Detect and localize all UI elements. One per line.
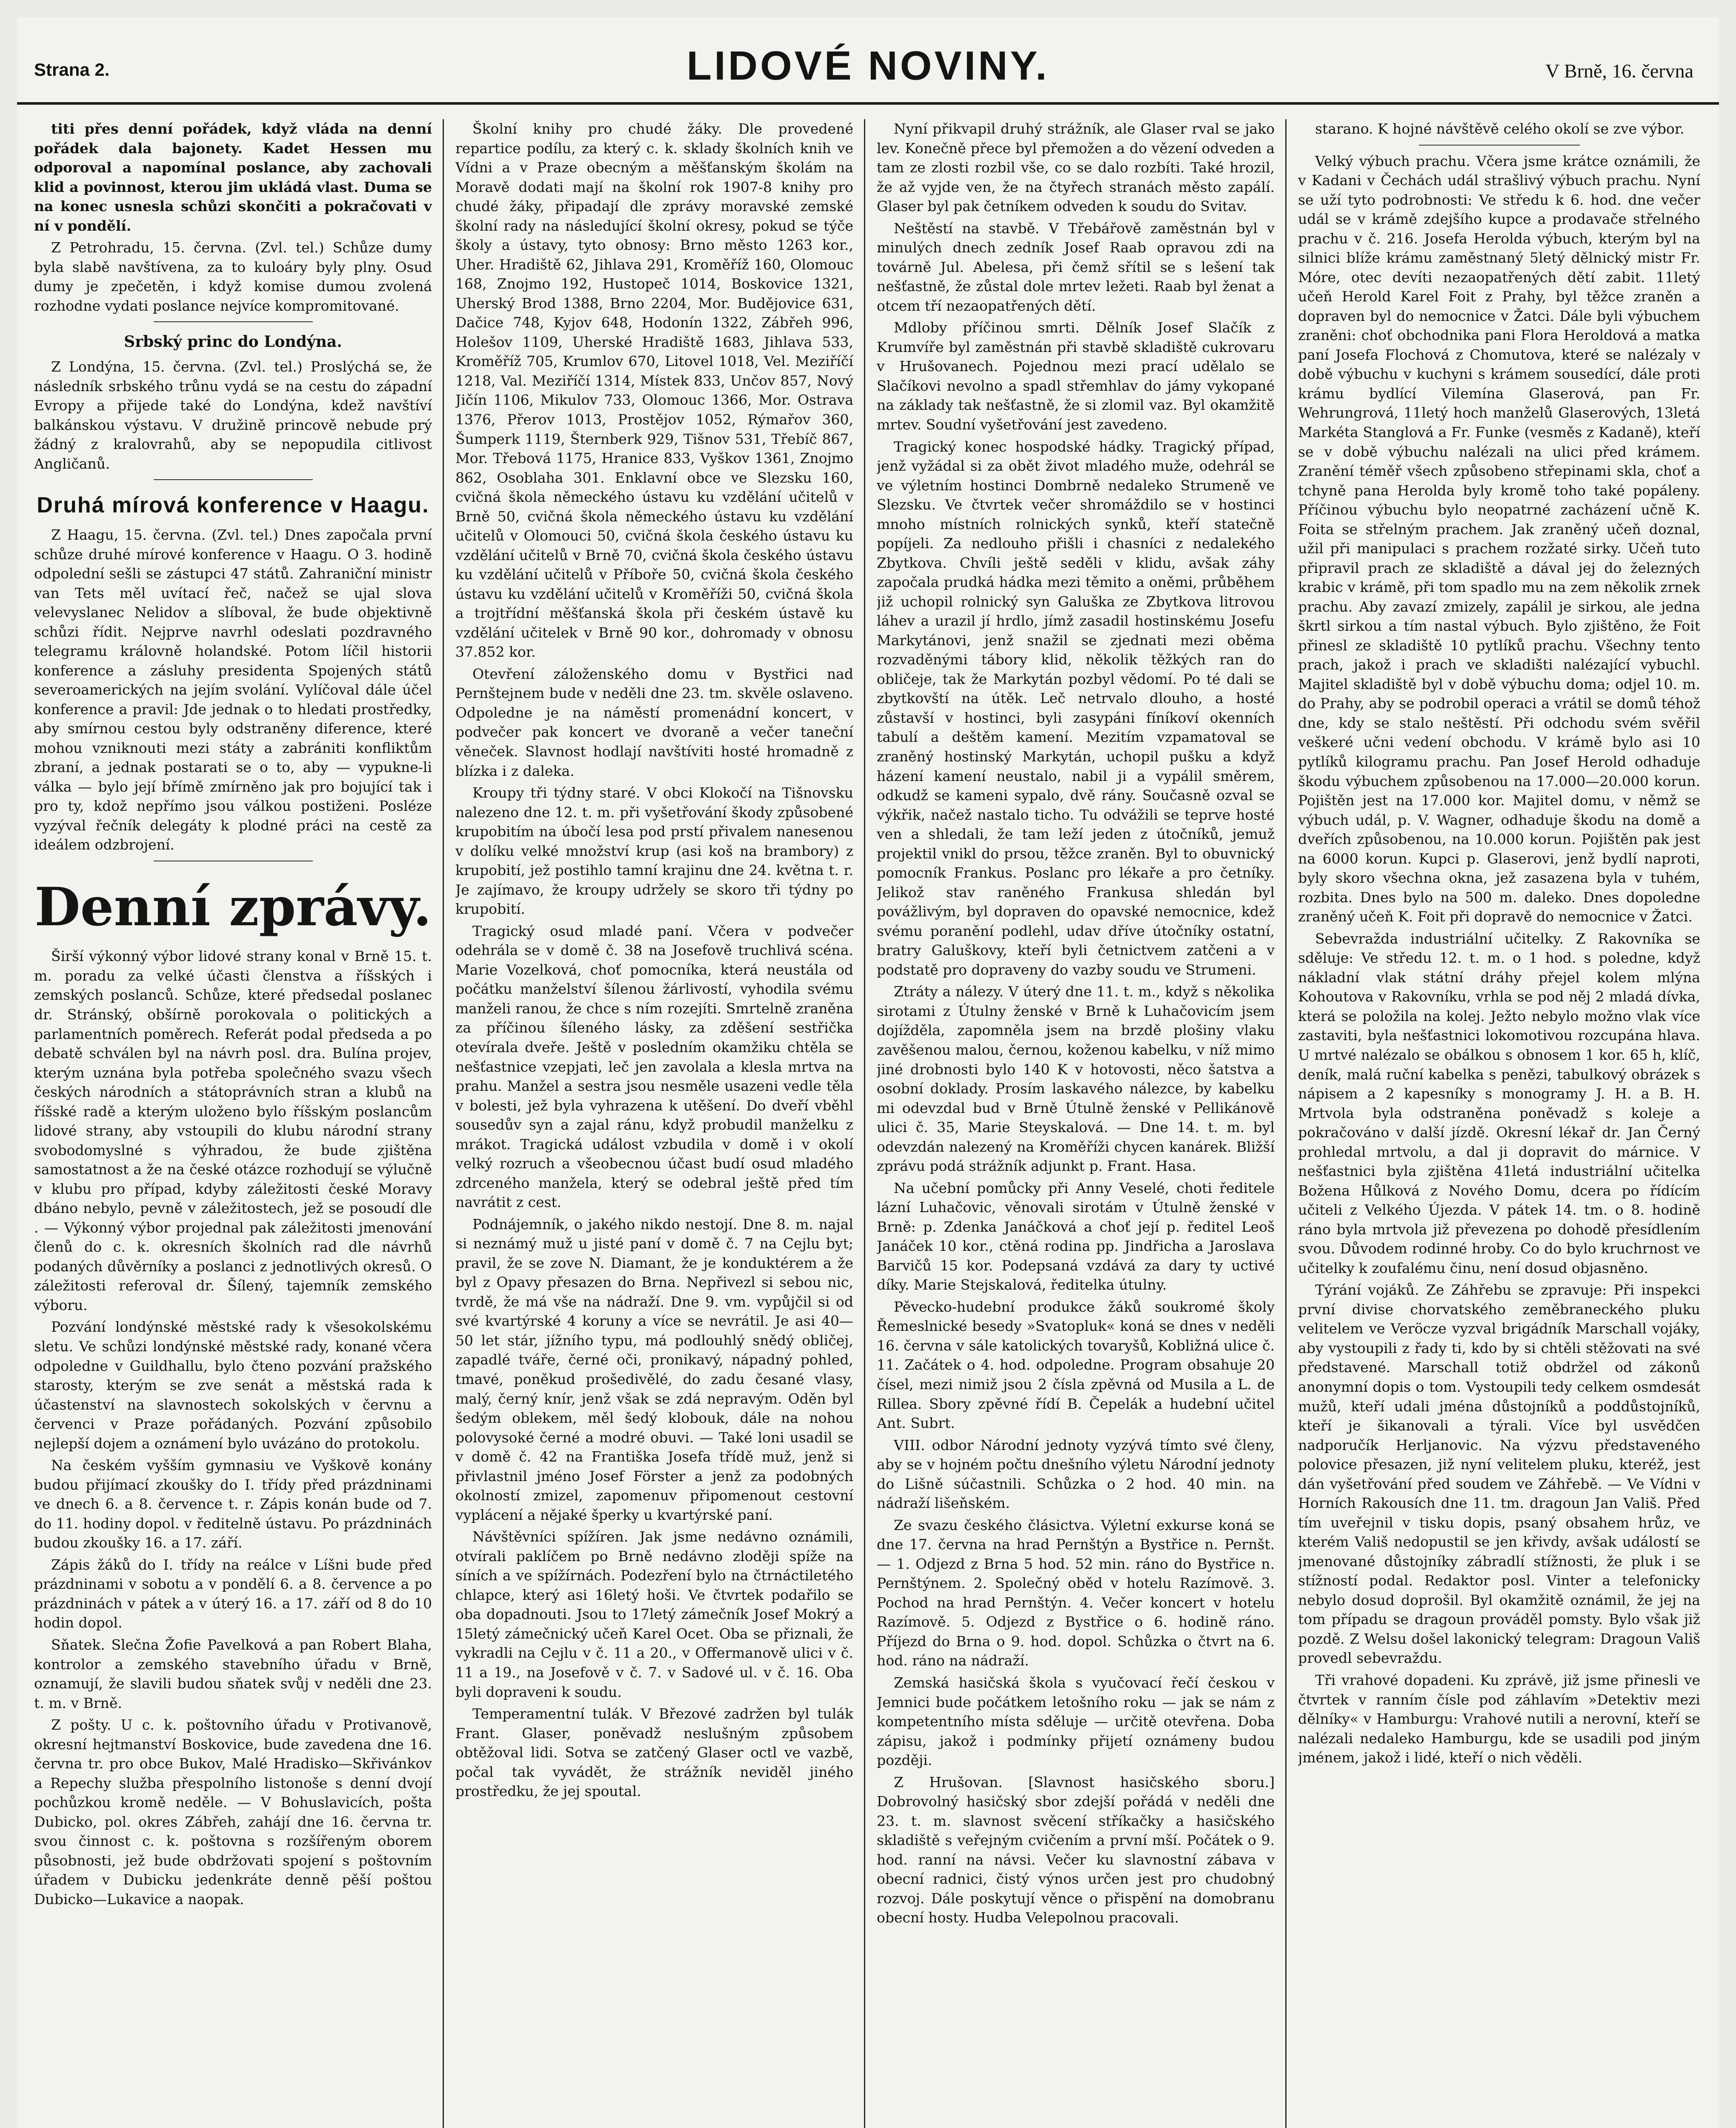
section-heading: Denní zprávy. bbox=[34, 876, 432, 938]
newspaper-page bbox=[17, 17, 1719, 2128]
article-text: titi přes denní pořádek, když vláda na denní pořádek dala bajonety. Kadet Hessen mu odporoval a napomínal poslance, aby zachovali klid a povinnost, kterou jim ukládá vlast. Duma se na konec usnesla schůzi skončiti a pokračovati v ní v pondělí. bbox=[34, 120, 432, 234]
article-text: Pozvání londýnské městské rady k všesokolskému sletu. Ve schůzi londýnské městské rady, konané včera odpoledne v Guildhallu, bylo čteno pozvání pražského starosty, kterým se zve senát a městská rada k účastenství na slavnostech sokolských v červnu a červenci v Praze pořádaných. Pozvání způsobilo nejlepší dojem a oznámení bylo uvázáno do protokolu. bbox=[34, 1319, 432, 1452]
article-text: Na českém vyšším gymnasiu ve Vyškově konány budou přijímací zkoušky do I. třídy před prázdninami ve dnech 6. a 8. července t. r. Zápis konán bude od 7. do 11. hodiny dopol. v ředitelně ústavu. Po prázdninách budou zkoušky 16. a 17. září. bbox=[34, 1457, 432, 1551]
article-text: Návštěvníci spížíren. Jak jsme nedávno oznámili, otvírali paklíčem po Brně nedávno zloději spíže na síních a ve spížírnách. Podezření bylo na čtrnáctiletého chlapce, který asi 16letý hoši. Ve čtvrtek podařilo se oba dopadnouti. Jsou to 17letý zámečník Josef Mokrý a 15letý zámečnický učeň Karel Ocet. Oba se přiznali, že vykradli na Cejlu v č. 11 a 20., v Offermanově ulici v č. 11 a 19., na Josefově v č. 7. v Sadové ul. v č. 16. Oba byli dopraveni k soudu. bbox=[455, 1528, 853, 1700]
column-4 bbox=[1298, 119, 1700, 2128]
masthead bbox=[17, 17, 1719, 105]
divider bbox=[1419, 145, 1580, 146]
article-text: starano. K hojné návštěvě celého okolí se zve výbor. bbox=[1315, 120, 1685, 137]
article-text: Zemská hasičská škola s vyučovací řečí českou v Jemnici bude počátkem letošního roku — jak se nám z kompetentního místa sděluje — určitě otevřena. Doba zápisu, jakož i podmínky přijetí oznámeny budou později. bbox=[877, 1674, 1275, 1769]
newspaper-title: LIDOVÉ NOVINY. bbox=[686, 43, 1050, 89]
column-2 bbox=[455, 119, 853, 2128]
article-text: Tři vrahové dopadeni. Ku zprávě, již jsme přinesli ve čtvrtek v ranním čísle pod záhlavím »Detektiv mezi dělníky« v Hamburgu: Vrahové nutili a nerovní, kteří se nalézali nedaleko Hamburgu, kde se usadili pod jiným jménem, jakož i lidé, kteří o nich věděli. bbox=[1298, 1671, 1700, 1766]
article-text: Tragický konec hospodské hádky. Tragický případ, jenž vyžádal si za obět život mladého muže, odehrál se ve výletním hostinci Dombrně nedaleko Strumeně ve Slezsku. Ve čtvrtek večer shromáždilo se v hostinci mnoho místních rolnických synků, kteří statečně popíjeli. Za nedlouho přišli i chasníci z nedalekého Zbytkova. Chvíli ještě seděli v klidu, avšak záhy započala prudká hádka mezi těmito a oněmi, průběhem již uchopil rolnický syn Galuška ze Zbytkova litrovou láhev a urazil jí hrdlo, jímž zasadil hostinskému Josefu Markytánovi, jenž snažil se zjednati mezi oběma rozvaděnými tábory klid, několik těžkých ran do obličeje, tak že Markytán pozbyl vědomí. Po té dali se zbytkovští na útěk. Leč netrvalo dlouho, a hosté zůstavší v hostinci, byli zasypáni fíníkoví okenních tabulí a deštěm kamení. Mezitím vzpamatoval se zraněný hostinský Markytán, uchopil pušku a když házení kamení neustalo, nabil ji a vypálil směrem, odkudž se kameni sypalo, dvě rány. Současně ozval se výkřik, načež nastalo ticho. Tu odvážili se teprve hosté ven a shledali, že tam leží jeden z útočníků, jemuž projektil vnikl do prsou, těžce zraněn. Byl to obuvnický pomocník Frankus. Poslanc pro lékaře a pro četníky. Jelikož stav raněného Frankusa shledán byl povážlivým, byl dopraven do opavské nemocnice, kdež svému poranění podlehl, udav dříve útočníky ostatní, bratry Galuškovy, kteří byli četnictvem zatčeni a v podstatě pro dopraveny do vazby soudu ve Strumeni. bbox=[877, 438, 1275, 978]
column-rule bbox=[1285, 119, 1287, 2128]
article-text: Z Haagu, 15. června. (Zvl. tel.) Dnes započala první schůze druhé mírové konference v Haagu. O 3. hodině odpolední sešli se zástupci 47 států. Zahraniční ministr van Tets měl uvítací řeč, načež se ujal slova velevyslanec Nelidov a slíboval, že bude objektivně schůzi řídit. Nejprve navrhl odeslati pozdravného telegramu královně holandské. Potom líčil historii konference a zásluhy presidenta Spojených států severoamerických na jejím svolání. Vylíčoval dále účel konference a pravil: Jde jednak o to hledati prostředky, aby smírnou cestou byly odstraněny diference, které mohou vzniknouti mezi státy a zabrániti konfliktům zbraní, a jednak postarati se o to, aby — vypukne-li válka — bylo její břímě zmírněno jak pro bojující tak i pro ty, kdož nepřímo jsou válkou postiženi. Posléze vyzýval řečník delegáty k plodné práci na cestě za ideálem odzbrojení. bbox=[34, 526, 432, 853]
divider bbox=[154, 321, 313, 322]
divider bbox=[154, 479, 313, 480]
article-text: Z Petrohradu, 15. června. (Zvl. tel.) Schůze dumy byla slabě navštívena, za to kuloáry byly plny. Osud dumy je zpečetěn, i když komise dumou zvolená rozhodne vydati poslance nejvíce kompromitované. bbox=[34, 239, 432, 314]
article-text: Zápis žáků do I. třídy na reálce v Líšni bude před prázdninami v sobotu a v pondělí 6. a 8. července a po prázdninách v pátek a v úterý 16. a 17. září od 8 do 10 hodin dopol. bbox=[34, 1556, 432, 1631]
article-text: Týrání vojáků. Ze Záhřebu se zpravuje: Při inspekci první divise chorvatského zeměbraneckého pluku velitelem ve Veröcze vyzval brigádník Marschall vojáky, aby vystoupili z řady ti, kdo by si chtěli stěžovati na své představené. Marschall totiž obdržel od zákonů anonymní dopis o tom. Vystoupili tedy celkem osmdesát mužů, kteří udali jména důstojníků a poddůstojníků, kteří je šikanovali a týrali. Více byl usvědčen nadporučík Herljanovic. Na výzvu představeného polovice přesazen, již nyní velitelem pluku, kteréž, jest dán vyšetřování před soudem ve Záhřebě. — Ve Vídni v Horních Rakousích dne 11. tm. dragoun Jan Vališ. Před tím uveřejnil v tisku dopis, psaný obsahem hrůz, ve kterém Vališ nedopustil se jen křivdy, avšak událostí se jmenované důstojníky zábradlí stížnosti, že pluk i se stížností podal. Redaktor posl. Vinter a telefonicky nebylo dosud doprošil. Byl okamžitě oznámil, že jej na tom případu se dragoun prováděl pomsty. Bylo však již pozdě. Z Welsu došel lakonický telegram: Dragoun Vališ provedl sebevraždu. bbox=[1298, 1281, 1700, 1667]
article-text: Školní knihy pro chudé žáky. Dle provedené repartice podílu, za který c. k. sklady školních knih ve Vídni a v Praze obecným a měšťanským školám na Moravě dodati mají na školní rok 1907-8 knihy pro chudé žáky, připadají dle zprávy moravské zemské školní rady na následující školní okresy, pokud se týče školy a ústavy, tyto obnosy: Brno město 1263 kor., Uher. Hradiště 62, Jihlava 291, Kroměříž 160, Olomouc 168, Znojmo 192, Hustopeč 1014, Boskovice 1321, Uherský Brod 1388, Brno 2204, Mor. Budějovice 631, Dačice 748, Kyjov 648, Hodonín 1322, Zábřeh 996, Holešov 1109, Uherské Hradiště 1683, Jihlava 533, Kroměříž 705, Krumlov 670, Litovel 1018, Vel. Meziříčí 1218, Val. Meziříčí 1314, Místek 833, Unčov 857, Nový Jičín 1106, Mikulov 733, Olomouc 1366, Mor. Ostrava 1376, Přerov 1013, Prostějov 1052, Rýmařov 360, Šumperk 1119, Šternberk 929, Tišnov 531, Třebíč 867, Mor. Třebová 1175, Hranice 833, Vyškov 1361, Znojmo 862, Osoblaha 301. Enklavní obce ve Slezsku 160, cvičná škola německého ústavu ku vzdělání učitelů v Brně 50, cvičná škola německého ústavu ku vzdělání učitelů v Olomouci 50, cvičná škola českého ústavu ku vzdělání učitelů v Brně 70, cvičná škola českého ústavu ku vzdělání učitelů v Příboře 50, cvičná škola českého ústavu ku vzdělání učitelů v Kroměříži 50, cvičná škola a trojtřídní měšťanská škola při českém ústavě ku vzdělání učitelek v Brně 90 kor., dohromady v obnosu 37.852 kor. bbox=[455, 120, 853, 661]
column-rule bbox=[864, 119, 865, 2128]
columns bbox=[34, 119, 1702, 2128]
article-text: Sebevražda industriální učitelky. Z Rakovníka se sděluje: Ve středu 12. t. m. o 1 hod. s poledne, když nákladní vlak státní dráhy přejel kolem mlýna Kohoutova v Rakovníku, vrhla se pod něj 2 mladá dívka, která se položila na kolej. Ježto nebylo možno vlak více zastaviti, byla nešťastnici lokomotivou rozcupána hlava. U mrtvé nalézalo se obálkou s obnosem 1 kor. 65 h, klíč, deník, malá ruční kabelka s penězi, tabulkový obrázek s nápisem a 2 kapesníky s monogramy J. H. a B. H. Mrtvola byla odstraněna poněvadž s koleje a pokračováno v další jízdě. Okresní lékař dr. Jan Černý prohledal mrtvolu, a dal ji dopravit do márnice. V nešťastnici byla zjištěna 41letá industriální učitelka Božena Hůlková z Nového Domu, dcera po řídícím učiteli z Velkého Újezda. V pátek 14. tm. o 8. hodině ráno byla mrtvola již převezena po dohodě přesídlením svou. Důvodem rodinné hroby. Co do bylo kruchrnost ve učitelky k zoufalému činu, není dosud objasněno. bbox=[1298, 930, 1700, 1276]
article-text: Mdloby příčinou smrti. Dělník Josef Slačík z Krumvíře byl zaměstnán při stavbě skladiště cukrovaru v Hrušovanech. Pojednou mezi prací udělalo se Slačíkovi nevolno a spadl střemhlav do jámy vykopané na základy tak nešťastně, že si zlomil vaz. Byl okamžitě mrtev. Soudní vyšetřování jest zavedeno. bbox=[877, 319, 1275, 433]
article-text: Neštěstí na stavbě. V Třebářově zaměstnán byl v minulých dnech zedník Josef Raab opravou zdi na továrně Jul. Abelesa, při čemž sřítil se s lešení tak nešťastně, že zůstal dole mrtev ležeti. Raab byl ženat a otcem tří nezaopatřených dětí. bbox=[877, 220, 1275, 314]
article-text: VIII. odbor Národní jednoty vyzývá tímto své členy, aby se v hojném počtu dnešního výletu Národní jednoty do Lišně súčastnili. Schůzka o 2 hod. 40 min. na nádraží lišeňském. bbox=[877, 1436, 1275, 1512]
article-text: Sňatek. Slečna Žofie Pavelková a pan Robert Blaha, kontrolor a zemského stavebního úřadu v Brně, oznamují, že slavili budou sňatek svůj v neděli dne 23. t. m. v Brně. bbox=[34, 1636, 432, 1711]
article-text: Z pošty. U c. k. poštovního úřadu v Protivanově, okresní hejtmanství Boskovice, bude zavedena dne 16. června tr. pro obce Bukov, Malé Hradisko—Skřivánkov a Repechy služba přespolního listonoše s denní dvojí pochůzkou kromě neděle. — V Bohuslavicích, pošta Dubicko, pol. okres Zábřeh, zahájí dne 16. června tr. svou činnost c. k. poštovna s rozšířeným oborem působnosti, jež bude obdržovati spojení s poštovním úřadem v Dubicku jedenkráte denně pěší poštou Dubicko—Lukavice a naopak. bbox=[34, 1716, 432, 1908]
article-text: Ztráty a nálezy. V úterý dne 11. t. m., když s několika sirotami z Útulny ženské v Brně k Luhačovicím jsem dojížděla, zapomněla jsem na brzdě plošiny vlaku zavěšenou malou, černou, koženou kabelku, v níž mimo jiné drobnosti bylo 140 K v hotovosti, něco šatstva a osobní doklady. Prosím laskavého nálezce, by kabelku mi odevzdal bud v Brně Útulně ženské v Pellikánově ulici č. 35, Marie Steyskalová. — Dne 14. t. m. byl odevzdán nalezený na Kroměříži chycen kanárek. Bližší zprávu podá strážník adjunkt p. Frant. Hasa. bbox=[877, 983, 1275, 1175]
article-heading: Srbský princ do Londýna. bbox=[124, 333, 342, 351]
article-text: Z Londýna, 15. června. (Zvl. tel.) Proslýchá se, že následník srbského trůnu vydá se na cestu do západní Evropy a přijede také do Londýna, kdež navštíví balkánskou výstavu. V družině princově nebude prý žádný z kralovrahů, aby se nepopudila citlivost Angličanů. bbox=[34, 358, 432, 472]
page-number: Strana 2. bbox=[34, 60, 110, 80]
article-text: Tragický osud mladé paní. Včera v podvečer odehrála se v domě č. 38 na Josefově truchlivá scéna. Marie Vozelková, choť pomocníka, která neustála od počátku manželství šílenou žárlivostí, vyhodila svému manželi ranou, že chce s ním rozejíti. Smrtelně zraněna za příčinou šíleného lásky, za zděšení sestřička otevírala dveře. Ještě v posledním okamžiku chtěla se nešťastnice vzepjati, leč jen zavolala a klesla mrtva na prahu. Manžel a sestra jsou nesměle usazeni vedle těla v bolesti, jež byla vyhrazena k utěšení. Do dveří vběhl sousedův syn a zajal ránu, když probudil manželku z mrákot. Tragická událost vzbudila v domě i v okolí velký rozruch a všeobecnou účast budí osud mladého zdrceného manžela, který se odebral ještě před tím navrátit z cest. bbox=[455, 922, 853, 1211]
article-text: Temperamentní tulák. V Březové zadržen byl tulák Frant. Glaser, poněvadž neslušným způsobem obtěžoval lidi. Sotva se zatčený Glaser octl ve vazbě, počal tak vyvádět, že strážník neviděl jiného prostředku, že jej spoutal. bbox=[455, 1705, 853, 1800]
column-3 bbox=[877, 119, 1275, 2128]
article-text: Kroupy tři týdny staré. V obci Klokočí na Tišnovsku nalezeno dne 12. t. m. při vyšetřování škody způsobené krupobitím na úbočí lesa pod prstí přivalem nanesenou v dolíku velké množství krup (asi koš na brambory) z krupobití, jež postihlo tamní krajinu dne 24. května t. r. Je zajímavo, že kroupy udržely se skoro tři týdny po krupobití. bbox=[455, 784, 853, 918]
article-text: Ze svazu českého člásictva. Výletní exkurse koná se dne 17. června na hrad Pernštýn a Bystřice n. Pernšt. — 1. Odjezd z Brna 5 hod. 52 min. ráno do Bystřice n. Pernštýnem. 2. Společný oběd v hotelu Razímově. 3. Pochod na hrad Pernštýn. 4. Večer koncert v hotelu Razímově. 5. Odjezd z Bystřice o 6. hodině ráno. Příjezd do Brna o 9. hod. dopol. Schůzka o čtvrt na 6. hod. ráno na nádraží. bbox=[877, 1516, 1275, 1669]
article-text: Velký výbuch prachu. Včera jsme krátce oznámili, že v Kadani v Čechách udál strašlivý výbuch prachu. Nyní se uží tyto podrobnosti: Ve středu k 6. hod. dne večer udál se v krámě zdejšího kupce a prodavače střelného prachu v č. 216. Josefa Herolda výbuch, kterým byl na silnici blíže krámu zaměstnaný 5letý dělnický mistr Fr. Móre, otec devíti nezaopatřených dětí zabit. 11letý učeň Herold Karel Foit z Prahy, byl těžce zraněn a dopraven byl do nemocnice v Žatci. Dále byli výbuchem zraněni: choť obchodnika pani Flora Heroldová a matka paní Josefa Flochová z Chomutova, které se nalézaly v době výbuchu v kuchyni s krámem sousedící, dále proti krámu bydlící Vilemína Glaserová, pan Fr. Wehrungrová, 11letý hoch manželů Glaserových, 13letá Markéta Stanglová a Fr. Funke (vesměs z Kadaně), kteří se v době výbuchu nalézali na ulici před krámem. Zranění téměř všech způsobeno střepinami skla, choť a tchyně pana Herolda byly kromě toho také popáleny. Příčinou výbuchu bylo neopatrné zacházení učně K. Foita se střelným prachem. Jak zraněný učeň doznal, užil při manipulaci s prachem rozžaté sirky. Učeň tuto připravil prach ze skladiště a dával jej do železných krabic v krámě, při tom spadlo mu na zem několik zrnek prachu. Aby zavazí zmizely, zapálil je sirkou, ale jedna škrtl sirkou a tím nastal výbuch. Bylo zjištěno, že Foit přinesl ze skladiště 10 pytlíků prachu. Všechny tento prach, jakož i prach ve skladišti nalézající vybuchl. Majitel skladiště byl v době výbuchu doma; odjel 10. m. do Prahy, aby se podrobil operaci a vrátil se domů téhož dne, kdy se stalo neštěstí. Při odchodu svém svěřil veškeré učni vedení obchodu. V krámě bylo asi 10 pytlíků kilogramu prachu. Pan Josef Herold odhaduje škodu výbuchem způsobenou na 17.000—20.000 korun. Pojištěn jest na 17.000 kor. Majitel domu, v němž se výbuch udál, p. V. Wagner, odhaduje škodu na domě a dveřích způsobenou, na 10.000 korun. Pojištěn pak jest na 6000 korun. Kupci p. Glaserovi, jenž bydlí naproti, byly skoro všechna okna, jež zasazena byla v tuhém, rozbita. Dnes bylo na 500 m. daleko. Dnes dopoledne zraněný učeň K. Foit při dopravě do nemocnice v Žatci. bbox=[1298, 152, 1700, 925]
article-text: Nyní přikvapil druhý strážník, ale Glaser rval se jako lev. Konečně přece byl přemožen a do vězení odveden a tam ze zlosti rozbil vše, co se dalo rozbíti. Také hrozil, že až vyjde ven, že na čtyřech stranách město zapálí. Glaser byl pak četníkem odveden k soudu do Svitav. bbox=[877, 120, 1275, 215]
article-text: Z Hrušovan. [Slavnost hasičského sboru.] Dobrovolný hasičský sbor zdejší pořádá v neděli dne 23. t. m. slavnost svěcení stříkačky a hasičského skladiště s veřejným cvičením a první mší. Počátek o 9. hod. ranní na návsi. Večer ku slavnostní zábava v obecní radnici, čistý výnos určen jest pro chudobný rozvoj. Dále poskytují věnce o přispění na domobranu obecní hosty. Hudba Velepolnou pracovali. bbox=[877, 1773, 1275, 1926]
column-rule bbox=[443, 119, 444, 2128]
article-text: Na učební pomůcky při Anny Veselé, choti ředitele lázní Luhačovic, věnovali sirotám v Útulně ženské v Brně: p. Zdenka Janáčková a choť její p. ředitel Leoš Janáček 10 kor., ctěná rodina pp. Jindřicha a Jaroslava Barvičů 15 kor. Podepsaná vzdává za dary ty uctivé díky. Marie Stejskalová, ředitelka útulny. bbox=[877, 1179, 1275, 1293]
issue-date: V Brně, 16. června bbox=[1545, 60, 1693, 82]
article-text: Pěvecko-hudební produkce žáků soukromé školy Řemeslnické besedy »Svatopluk« koná se dnes v neděli 16. června v sále katolických tovaryšů, Kobližná ulice č. 11. Začátek o 4. hod. odpoledne. Program obsahuje 20 čísel, mezi nimiž jsou 2 čísla zpěvná od Musila a L. de Rillea. Sbory zpěvné řídí B. Čepelák a hudební učitel Ant. Subrt. bbox=[877, 1298, 1275, 1432]
article-text: Podnájemník, o jakého nikdo nestojí. Dne 8. m. najal si neznámý muž u jisté paní v domě č. 7 na Cejlu byt; pravil, že se zove N. Diamant, že je konduktérem a že byl z Opavy přesazen do Brna. Nepřivezl si sebou nic, tvrdě, že má vše na nádraží. Dne 9. vm. vypůjčil si od své kvartýrské 4 koruny a více se nevrátil. Je asi 40—50 let stár, jížního typu, má podlouhlý snědý obličej, zapadlé tváře, černé oči, pronikavý, nápadný pohled, tmavé, poněkud prošedivělé, do zadu česané vlasy, malý, černý knír, jenž však se zdá nepravým. Oděn byl šedým oblekem, měl šedý klobouk, dále na nohou polovysoké černé a modré obuvi. — Také loni usadil se v domě č. 42 na Františka Josefa třídě muž, jenž si přivlastnil jméno Josef Förster a jenž za podobných okolností zmizel, zapomenuv připomenout cestovní vyplácení a nějaké šperky u kvartýrské paní. bbox=[455, 1216, 853, 1523]
article-text: Otevření záloženského domu v Bystřici nad Pernštejnem bude v neděli dne 23. tm. skvěle oslaveno. Odpoledne je na náměstí promenádní koncert, v podvečer pak koncert ve dvoraně a večer taneční věneček. Slavnost hodlají navštíviti hosté hromadně z blízka i z daleka. bbox=[455, 665, 853, 779]
article-headline: Druhá mírová konference v Haagu. bbox=[37, 493, 429, 518]
column-1 bbox=[34, 119, 432, 2128]
article-text: Širší výkonný výbor lidové strany konal v Brně 15. t. m. poradu za velké účasti členstva a říšských i zemských poslanců. Schůze, které předsedal poslanec dr. Stránský, obšírně porokovala o politických a parlamentních poměrech. Referát podal předseda a po debatě schválen byl na návrh posl. dra. Bulína projev, kterým uznána byla potřeba společného svazu všech českých národních a státoprávních stran a klubů na říšské radě a kterým uloženo bylo říšským poslancům lidové strany, aby vstoupili do klubu národní strany svobodomyslné s výhradou, že bude zjištěna samostatnost a že na české otázce rozhodují se výlučně v klubu pro případ, kdyby záležitosti české Moravy dbáno nebylo, pevně v záležitostech, jež se posoudí dle . — Výkonný výbor projednal pak záležitosti jmenování členů do c. k. okresních školních rad dle návrhů podaných důvěrníky a poslanci z jednotlivých okresů. O záležitosti referoval dr. Šílený, tajemník zemského výboru. bbox=[34, 948, 432, 1313]
